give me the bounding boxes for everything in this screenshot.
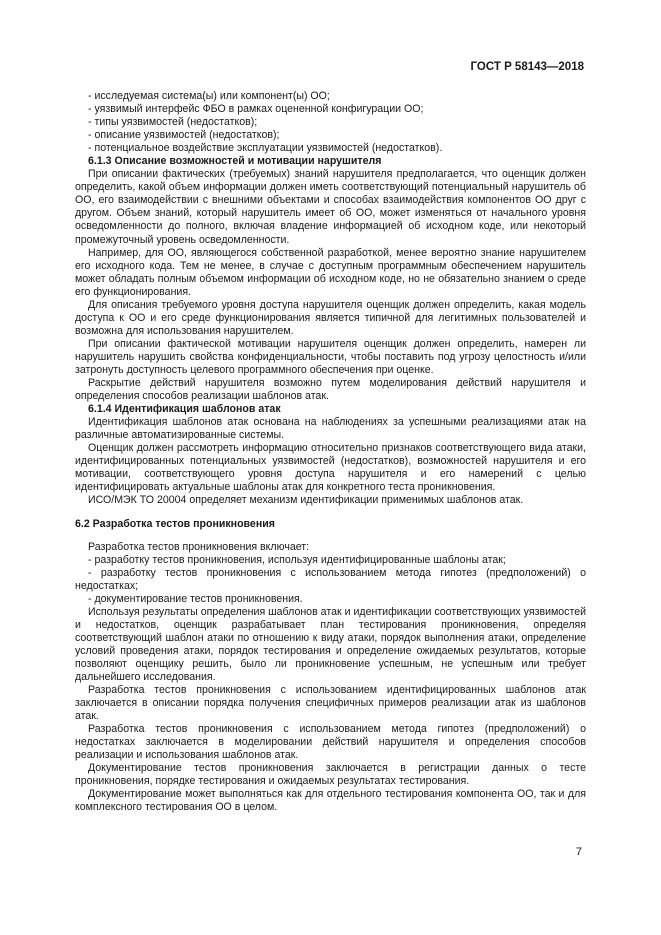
list-item: - уязвимый интерфейс ФБО в рамках оцененной конфигурации ОО; (88, 103, 424, 116)
paragraph: Документирование тестов проникновения заключается в регистрации данных о тесте проникновения, порядке тестирования и ожидаемых результатах тестирования. (75, 762, 586, 788)
section-heading-6-2: 6.2 Разработка тестов проникновения (75, 517, 275, 530)
list-item: - разработку тестов проникновения, используя идентифицированные шаблоны атак; (88, 553, 506, 566)
list-item: - документирование тестов проникновения. (88, 592, 303, 605)
list-item: - типы уязвимостей (недостатков); (88, 116, 258, 129)
paragraph: При описании фактической мотивации нарушителя оценщик должен определить, намерен ли нарушитель нарушить свойства конфиденциальности, чтобы поставить под угрозу целостность и/или затронуть доступность целевого программного обеспечения при оценке. (75, 337, 586, 376)
list-item: - исследуемая система(ы) или компонент(ы) ОО; (88, 90, 330, 102)
paragraph: Для описания требуемого уровня доступа нарушителя оценщик должен определить, какая модель доступа к ОО и его среде функционирования является типичной для легитимных пользователей и возможна для использования нарушителем. (75, 298, 586, 337)
list-item: - потенциальное воздействие эксплуатации уязвимостей (недостатков). (88, 142, 443, 155)
page-content (75, 90, 586, 815)
list-item: - разработку тестов проникновения с использованием метода гипотез (предположений) о недостатках; (75, 566, 586, 592)
paragraph: ИСО/МЭК ТО 20004 определяет механизм идентификации применимых шаблонов атак. (88, 494, 524, 507)
section-heading-6-1-3: 6.1.3 Описание возможностей и мотивации нарушителя (88, 155, 382, 168)
page-number: 7 (575, 846, 582, 858)
paragraph: Разработка тестов проникновения с использованием метода гипотез (предположений) о недостатках заключается в моделировании действий нарушителя и определения способов реализации и использования шаблонов атак. (75, 723, 586, 762)
paragraph: Оценщик должен рассмотреть информацию относительно признаков соответствующего вида атаки, идентифицированных потенциальных уязвимостей (недостатков), возможностей нарушителя и его мотивации, соответствующего уровня доступа нарушителя и его намерений с целью идентифицировать актуальные шаблоны атак для конкретного теста проникновения. (75, 442, 586, 494)
paragraph: Например, для ОО, являющегося собственной разработкой, менее вероятно знание нарушителем его исходного кода. Тем не менее, в случае с доступным программным обеспечением нарушитель может обладать полным объемом информации об исходном коде, но не обязательно знанием о среде его функционирования. (75, 246, 586, 298)
paragraph: При описании фактических (требуемых) знаний нарушителя предполагается, что оценщик должен определить, какой объем информации должен иметь соответствующий потенциальный нарушитель об ОО, его взаимодействии с внешними объектами и способах взаимодействия компонентов ОО друг с другом. Объем знаний, который нарушитель имеет об ОО, может изменяться от начального уровня осведомленности до полного, включая владение информацией об исходном коде, или некоторый промежуточный уровень осведомленности. (75, 168, 586, 246)
paragraph: Разработка тестов проникновения включает: (88, 540, 310, 553)
paragraph: Используя результаты определения шаблонов атак и идентификации соответствующих уязвимостей и недостатков, оценщик разрабатывает план тестирования проникновения, определяя соответствующий шаблон атаки по отношению к виду атаки, порядок выполнения атаки, определение условий проведения атаки, порядок тестирования и определение ожидаемых результатов, которые позволяют оценщику решить, было ли проникновение успешным, не успешным или требует дальнейшего исследования. (75, 605, 586, 684)
list-item: - описание уязвимостей (недостатков); (88, 129, 280, 142)
paragraph: Идентификация шаблонов атак основана на наблюдениях за успешными реализациями атак на различные автоматизированные системы. (75, 416, 586, 442)
section-heading-6-1-4: 6.1.4 Идентификация шаблонов атак (88, 403, 281, 416)
paragraph: Документирование может выполняться как для отдельного тестирования компонента ОО, так и для комплексного тестирования ОО в целом. (75, 788, 586, 814)
paragraph: Разработка тестов проникновения с использованием идентифицированных шаблонов атак заключается в описании порядка получения специфичных примеров реализации атак из шаблонов атак. (75, 684, 586, 723)
paragraph: Раскрытие действий нарушителя возможно путем моделирования действий нарушителя и определения способов реализации шаблонов атак. (75, 377, 586, 403)
standard-header: ГОСТ Р 58143—2018 (470, 61, 584, 73)
